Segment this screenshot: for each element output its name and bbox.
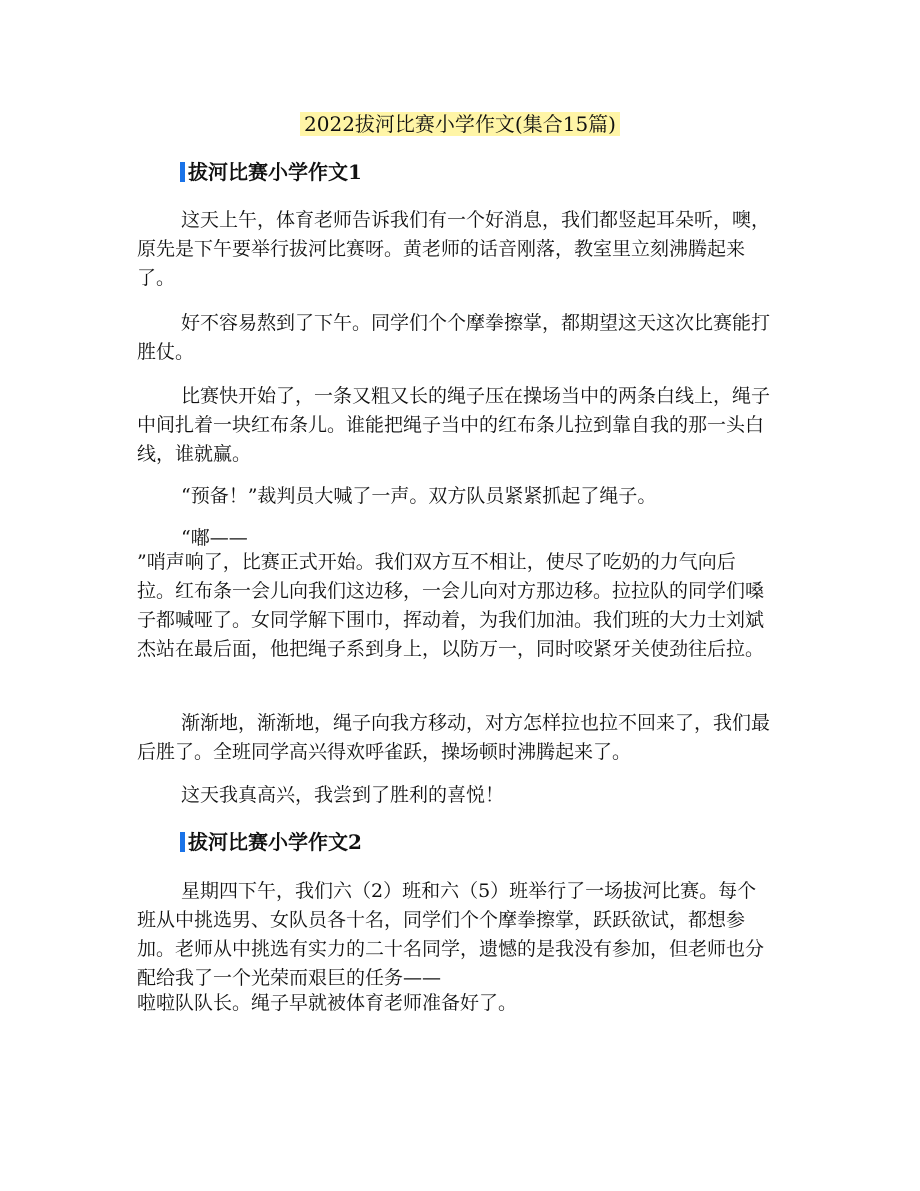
paragraph: 啦啦队队长。绳子早就被体育老师准备好了。	[137, 992, 518, 1014]
paragraph: 这天我真高兴，我尝到了胜利的喜悦！	[181, 784, 505, 806]
document-title-text: 2022拔河比赛小学作文(集合15篇)	[300, 112, 620, 136]
paragraph: 比赛快开始了，一条又粗又长的绳子压在操场当中的两条白线上，绳子中间扎着一块红布条儿。谁能把绳子当中的红布条儿拉到靠自我的那一头白线，谁就赢。	[137, 385, 771, 465]
paragraph: 好不容易熬到了下午。同学们个个摩拳擦掌，都期望这天这次比赛能打胜仗。	[137, 312, 771, 363]
paragraph: 这天上午，体育老师告诉我们有一个好消息，我们都竖起耳朵听，噢，原先是下午要举行拔河比赛呀。黄老师的话音刚落，教室里立刻沸腾起来了。	[137, 209, 771, 289]
paragraph: “嘟——	[181, 527, 248, 549]
section-heading-1	[180, 158, 362, 186]
paragraph: “预备！”裁判员大喊了一声。双方队员紧紧抓起了绳子。	[181, 485, 657, 507]
document-title	[0, 110, 920, 138]
paragraph: 星期四下午，我们六（2）班和六（5）班举行了一场拔河比赛。每个班从中挑选男、女队员各十名，同学们个个摩拳擦掌，跃跃欲试，都想参加。老师从中挑选有实力的二十名同学，遗憾的是我没有参加，但老师也分配给我了一个光荣而艰巨的任务——	[137, 880, 765, 989]
paragraph: 渐渐地，渐渐地，绳子向我方移动，对方怎样拉也拉不回来了，我们最后胜了。全班同学高兴得欢呼雀跃，操场顿时沸腾起来了。	[137, 712, 771, 763]
heading-marker-icon	[180, 162, 185, 182]
section-heading-text: 拔河比赛小学作文2	[188, 830, 362, 854]
section-heading-2	[180, 828, 362, 856]
section-heading-text: 拔河比赛小学作文1	[188, 160, 362, 184]
paragraph: ”哨声响了，比赛正式开始。我们双方互不相让，使尽了吃奶的力气向后拉。红布条一会儿向我们这边移，一会儿向对方那边移。拉拉队的同学们嗓子都喊哑了。女同学解下围巾，挥动着，为我们加油。我们班的大力士刘斌杰站在最后面，他把绳子系到身上，以防万一，同时咬紧牙关使劲往后拉。	[137, 551, 765, 660]
heading-marker-icon	[180, 832, 185, 852]
